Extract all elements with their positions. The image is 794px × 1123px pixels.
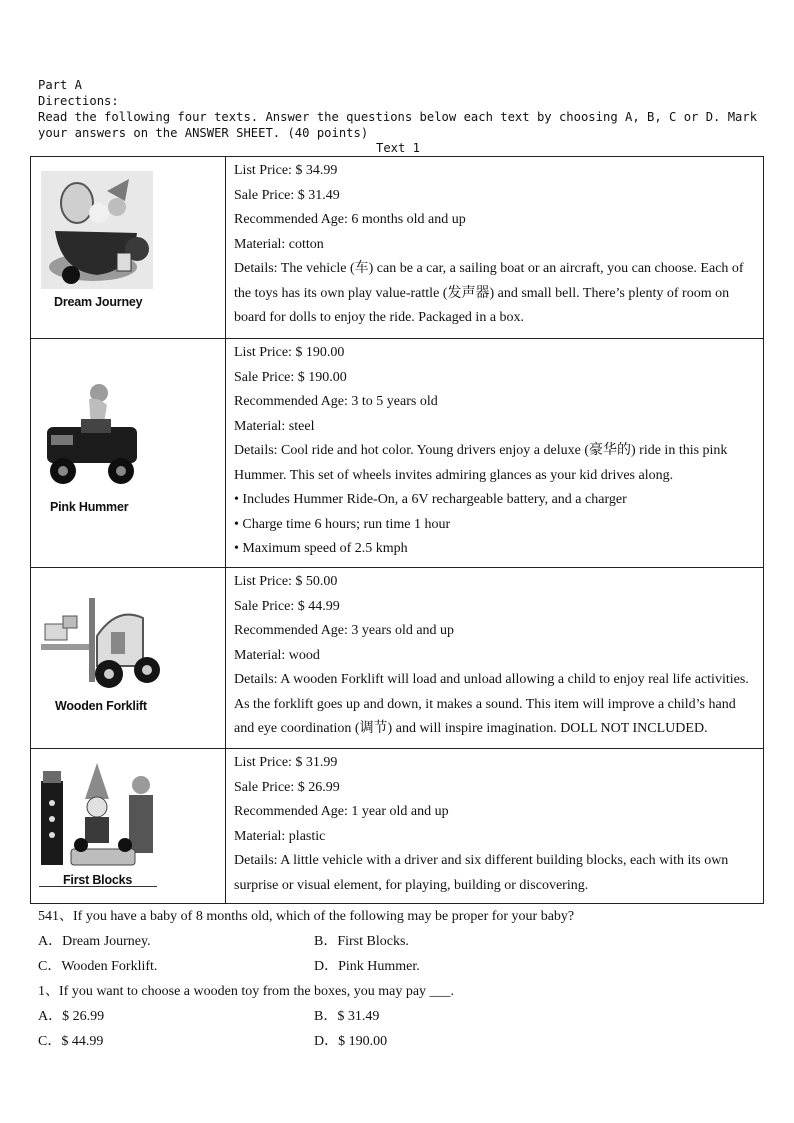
- part-label: Part A: [38, 78, 83, 92]
- option-row: [38, 929, 758, 954]
- feature-bullet: • Includes Hummer Ride-On, a 6V rechargeable battery, and a charger: [234, 492, 627, 507]
- product-details: Details: Cool ride and hot color. Young drivers enjoy a deluxe (豪华的) ride in this pink Hummer. This set of wheels invites admiring glances as your kid drives along.: [234, 443, 728, 483]
- text-title: Text 1: [376, 141, 421, 155]
- recommended-age: Recommended Age: 1 year old and up: [234, 804, 449, 819]
- product-details: Details: A wooden Forklift will load and unload allowing a child to enjoy real life activities. As the forklift goes up and down, it makes a sound. This item will improve a child’s hand and eye coordination (调节) and will inspire imagination. DOLL NOT INCLUDED.: [234, 672, 749, 736]
- feature-bullet: • Maximum speed of 2.5 kmph: [234, 541, 408, 556]
- sale-price: Sale Price: $ 44.99: [234, 598, 340, 614]
- product-name: First Blocks: [63, 873, 133, 887]
- product-details: Details: A little vehicle with a driver and six different building blocks, each with its own surprise or visual element, for playing, building or discovering.: [234, 853, 729, 893]
- sale-price: Sale Price: $ 190.00: [234, 369, 347, 385]
- option-d[interactable]: D．$ 190.00: [314, 1034, 388, 1049]
- product-name: Wooden Forklift: [55, 699, 147, 713]
- recommended-age: Recommended Age: 6 months old and up: [234, 212, 466, 227]
- list-price: List Price: $ 190.00: [234, 345, 345, 360]
- product-name: Pink Hummer: [50, 500, 129, 514]
- question-stem: 1、If you want to choose a wooden toy from the boxes, you may pay ___.: [38, 984, 455, 999]
- option-b[interactable]: B．$ 31.49: [314, 1009, 380, 1024]
- product-row: [31, 157, 764, 339]
- material: Material: wood: [234, 647, 320, 663]
- option-row: [38, 954, 758, 979]
- product-table: [30, 156, 764, 904]
- option-row: [38, 1004, 758, 1029]
- material: Material: cotton: [234, 236, 324, 252]
- list-price: List Price: $ 50.00: [234, 574, 338, 589]
- dream-journey-photo: [41, 171, 153, 289]
- product-image-cell: [31, 339, 226, 568]
- sale-price: Sale Price: $ 26.99: [234, 779, 340, 795]
- product-row: [31, 339, 764, 568]
- product-image-cell: [31, 749, 226, 904]
- directions-header: [38, 77, 758, 141]
- product-row: [31, 568, 764, 749]
- option-row: [38, 1029, 758, 1054]
- option-a[interactable]: A．Dream Journey.: [38, 934, 151, 949]
- first-blocks-photo: [41, 759, 159, 871]
- directions-label: Directions:: [38, 94, 119, 108]
- name-underline: [39, 886, 157, 887]
- directions-line-1: Read the following four texts. Answer the questions below each text by choosing A, B, C or D. Mark: [38, 110, 758, 124]
- question-stem: 541、If you have a baby of 8 months old, which of the following may be proper for your baby?: [38, 909, 575, 924]
- material: Material: steel: [234, 418, 315, 434]
- feature-bullet: • Charge time 6 hours; run time 1 hour: [234, 516, 451, 532]
- pink-hummer-photo: [41, 379, 143, 499]
- material: Material: plastic: [234, 828, 326, 844]
- wooden-forklift-photo: [39, 596, 163, 696]
- product-details-cell: [226, 568, 764, 749]
- directions-line-2: your answers on the ANSWER SHEET. (40 points): [38, 126, 369, 140]
- product-name: Dream Journey: [54, 295, 143, 309]
- product-row: [31, 749, 764, 904]
- product-details-cell: [226, 749, 764, 904]
- product-details-cell: [226, 157, 764, 339]
- recommended-age: Recommended Age: 3 to 5 years old: [234, 394, 438, 409]
- sale-price: Sale Price: $ 31.49: [234, 187, 340, 203]
- list-price: List Price: $ 31.99: [234, 755, 338, 770]
- option-d[interactable]: D．Pink Hummer.: [314, 959, 420, 974]
- option-c[interactable]: C．Wooden Forklift.: [38, 959, 158, 974]
- product-image-cell: [31, 157, 226, 339]
- list-price: List Price: $ 34.99: [234, 163, 338, 178]
- product-details-cell: [226, 339, 764, 568]
- product-details: Details: The vehicle (车) can be a car, a sailing boat or an aircraft, you can choose. Each of the toys has its own play value-rattle (发声器) and small bell. There’s plenty of room on board for dolls to enjoy the ride. Packaged in a box.: [234, 261, 744, 325]
- questions-section: [38, 904, 758, 1054]
- option-a[interactable]: A．$ 26.99: [38, 1009, 105, 1024]
- option-b[interactable]: B．First Blocks.: [314, 934, 409, 949]
- option-c[interactable]: C．$ 44.99: [38, 1034, 104, 1049]
- recommended-age: Recommended Age: 3 years old and up: [234, 623, 455, 638]
- product-image-cell: [31, 568, 226, 749]
